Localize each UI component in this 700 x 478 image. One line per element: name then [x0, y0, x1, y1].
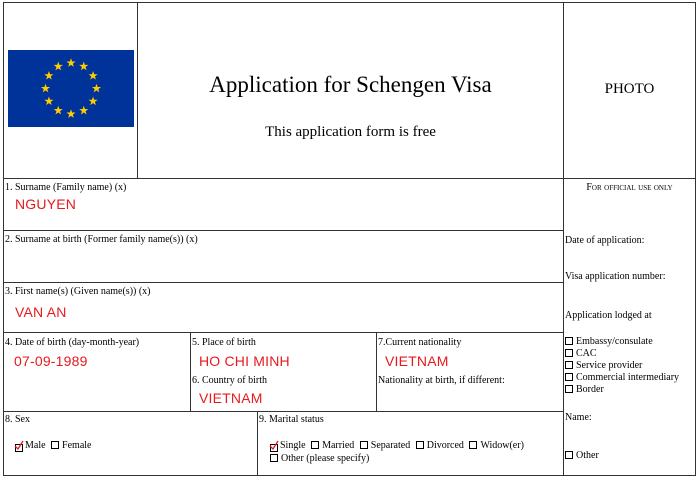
surname-label: 1. Surname (Family name) (x) — [5, 182, 127, 193]
date-of-application-label: Date of application: — [565, 235, 645, 246]
visa-application-number-label: Visa application number: — [565, 271, 666, 282]
single-option-label: Single — [280, 440, 306, 451]
form-subtitle: This application form is free — [265, 124, 436, 140]
nationality-at-birth-label: Nationality at birth, if different: — [378, 375, 505, 386]
country-of-birth-value: VIETNAM — [199, 390, 263, 406]
place-of-birth-label: 5. Place of birth — [192, 337, 256, 348]
widow-checkbox[interactable] — [469, 441, 477, 449]
form-title: Application for Schengen Visa — [209, 72, 492, 97]
nationality-field[interactable] — [376, 332, 564, 412]
lodged-option-embassy[interactable]: Embassy/consulate — [565, 336, 653, 348]
divorced-option-label: Divorced — [426, 440, 464, 451]
photo-label: PHOTO — [604, 81, 655, 97]
separated-option-label: Separated — [370, 440, 411, 451]
surname-field[interactable] — [3, 178, 564, 231]
country-of-birth-label: 6. Country of birth — [192, 375, 267, 386]
date-of-birth-value: 07-09-1989 — [14, 353, 88, 369]
date-of-birth-field[interactable] — [3, 332, 191, 412]
divorced-checkbox[interactable] — [416, 441, 424, 449]
eu-flag-icon — [8, 50, 134, 127]
married-option-label: Married — [322, 440, 355, 451]
lodged-option-service-provider[interactable]: Service provider — [565, 360, 642, 372]
male-option-label: Male — [25, 440, 46, 451]
application-lodged-at-label: Application lodged at — [565, 310, 652, 321]
checkbox-icon — [565, 349, 573, 357]
married-checkbox[interactable] — [311, 441, 319, 449]
checkbox-icon — [565, 385, 573, 393]
title-cell — [137, 2, 564, 179]
surname-value: NGUYEN — [15, 196, 77, 212]
separated-checkbox[interactable] — [360, 441, 368, 449]
surname-at-birth-field[interactable] — [3, 230, 564, 283]
first-name-label: 3. First name(s) (Given name(s)) (x) — [5, 286, 151, 297]
photo-cell — [563, 2, 696, 179]
place-of-birth-value: HO CHI MINH — [199, 353, 290, 369]
other-marital-option-label: Other (please specify) — [281, 453, 370, 464]
official-name-label: Name: — [565, 412, 592, 423]
date-of-birth-label: 4. Date of birth (day-month-year) — [5, 337, 140, 348]
sex-field — [3, 411, 258, 476]
other-marital-checkbox[interactable] — [270, 454, 278, 462]
marital-options-row1 — [270, 440, 524, 452]
sex-label: 8. Sex — [5, 414, 30, 425]
marital-status-field — [257, 411, 564, 476]
official-use-heading: For official use only — [586, 182, 673, 193]
sex-options — [15, 440, 91, 452]
official-other-option[interactable]: Other — [565, 450, 599, 462]
current-nationality-value: VIETNAM — [385, 353, 449, 369]
surname-at-birth-label: 2. Surname at birth (Former family name(s)) (x) — [5, 234, 198, 245]
checkbox-icon — [565, 337, 573, 345]
first-name-value: VAN AN — [15, 304, 67, 320]
place-of-birth-field[interactable] — [190, 332, 377, 412]
single-checkbox-checked[interactable] — [270, 442, 278, 450]
male-checkbox-checked[interactable] — [15, 442, 23, 450]
marital-status-label: 9. Marital status — [259, 414, 324, 425]
lodged-option-border[interactable]: Border — [565, 384, 604, 396]
female-option-label: Female — [62, 440, 92, 451]
checkbox-icon — [565, 361, 573, 369]
lodged-option-commercial-intermediary[interactable]: Commercial intermediary — [565, 372, 679, 384]
checkbox-icon — [565, 373, 573, 381]
marital-options-row2 — [270, 453, 369, 465]
flag-cell — [3, 2, 138, 179]
widow-option-label: Widow(er) — [480, 440, 524, 451]
current-nationality-label: 7.Current nationality — [378, 337, 462, 348]
checkbox-icon — [565, 451, 573, 459]
first-name-field[interactable] — [3, 282, 564, 333]
official-use-column — [563, 178, 696, 476]
female-checkbox[interactable] — [51, 441, 59, 449]
lodged-option-cac[interactable]: CAC — [565, 348, 597, 360]
schengen-application-form — [3, 2, 696, 476]
